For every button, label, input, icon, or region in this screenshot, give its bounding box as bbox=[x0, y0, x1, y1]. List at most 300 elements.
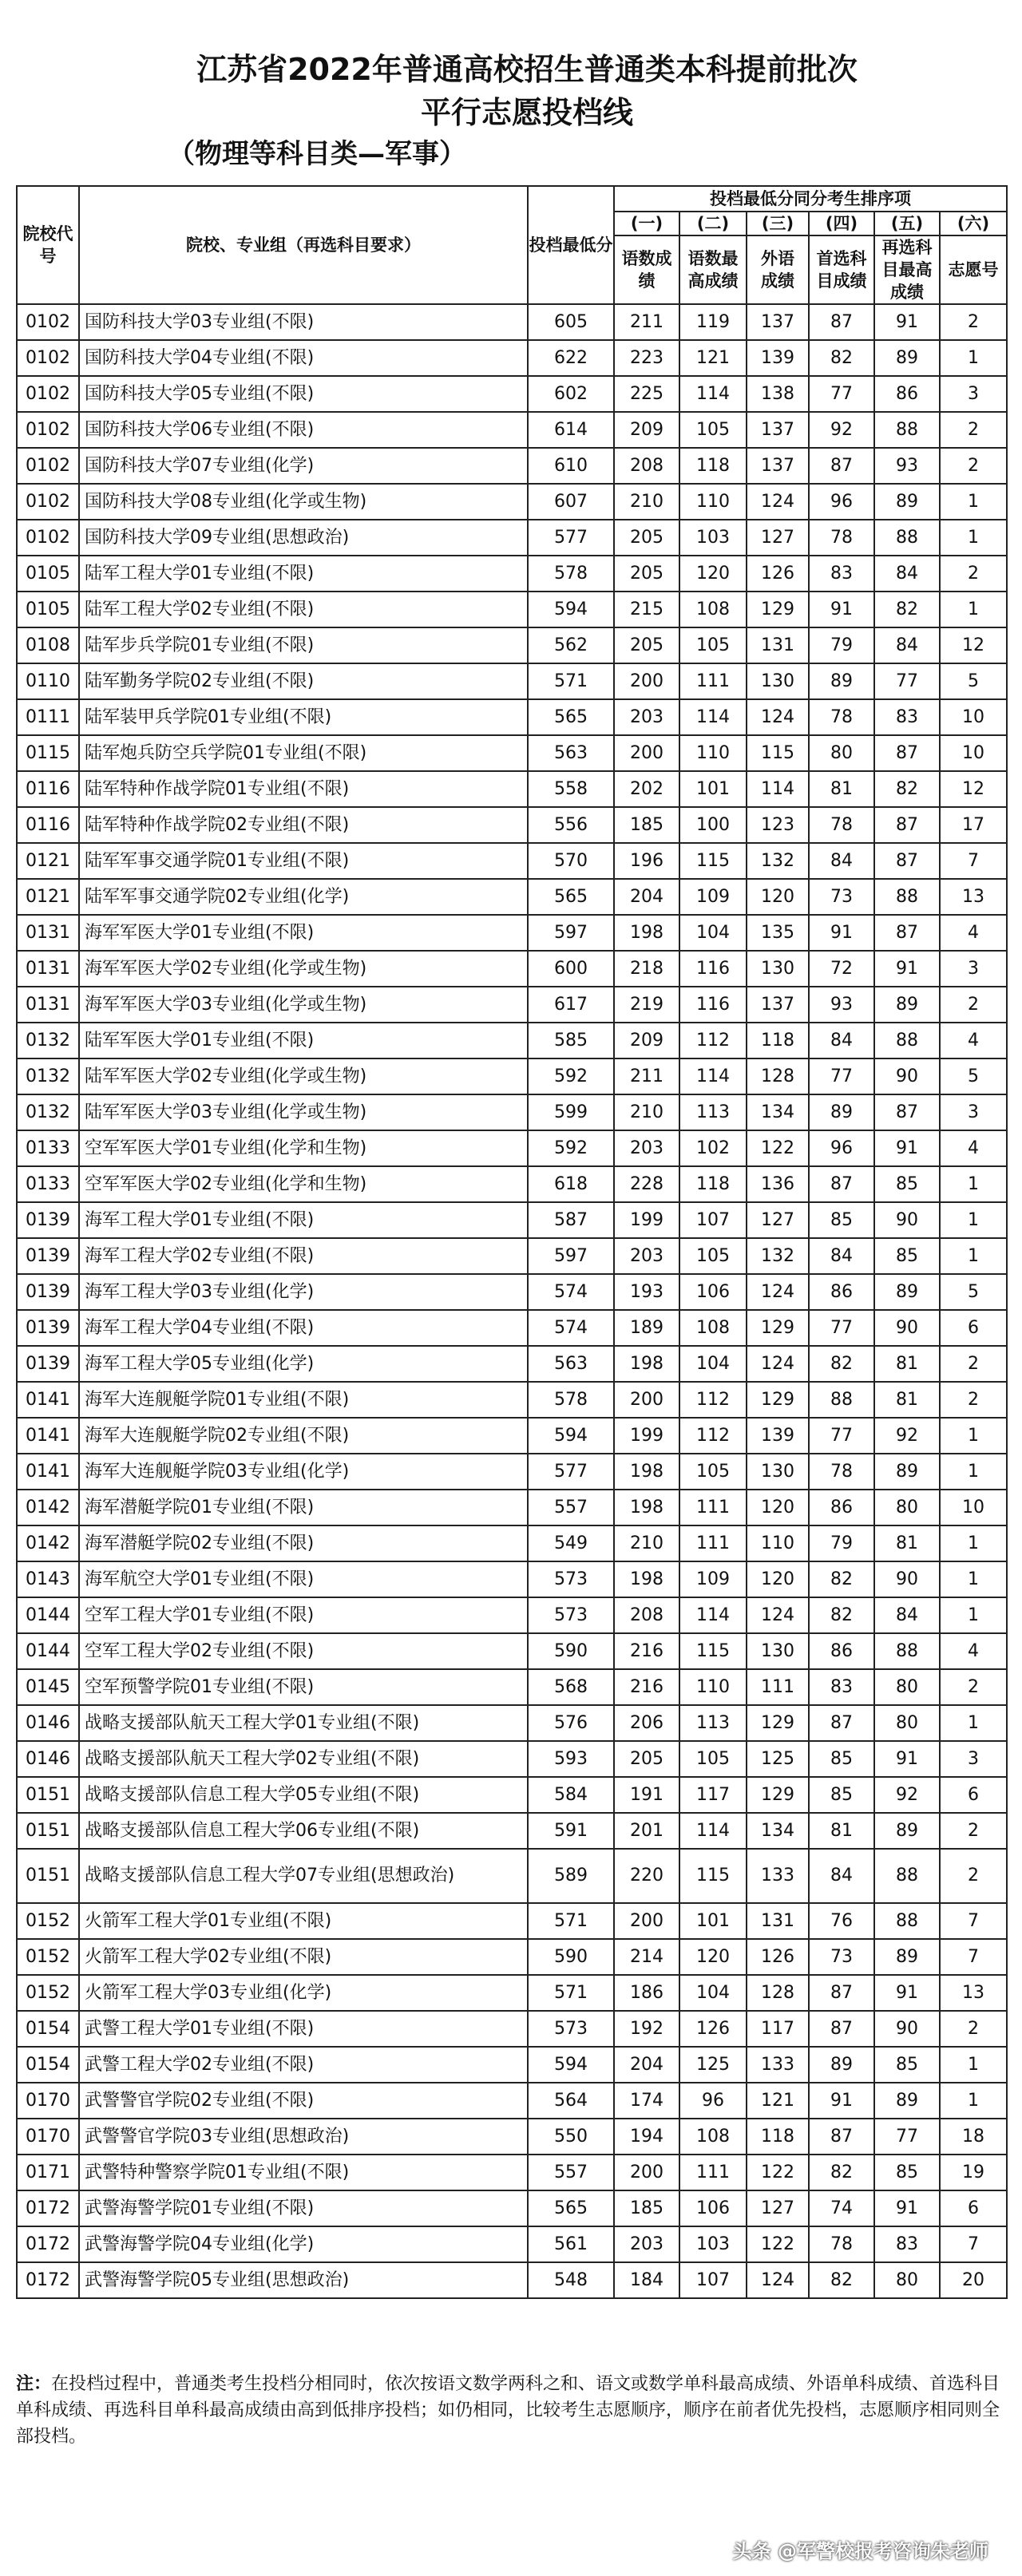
table-row bbox=[17, 1705, 1007, 1741]
cell-name: 陆军工程大学02专业组(不限) bbox=[79, 592, 528, 627]
cell-rank-value: 114 bbox=[679, 699, 747, 735]
cell-code: 0131 bbox=[17, 915, 79, 951]
cell-rank-value: 77 bbox=[809, 1058, 874, 1094]
cell-rank-value: 112 bbox=[679, 1418, 747, 1454]
cell-code: 0170 bbox=[17, 2119, 79, 2155]
cell-rank-value: 91 bbox=[874, 1975, 940, 2011]
cell-rank-value: 3 bbox=[940, 951, 1007, 987]
cell-code: 0151 bbox=[17, 1813, 79, 1849]
cell-rank-value: 118 bbox=[679, 448, 747, 484]
cell-score: 571 bbox=[528, 1903, 614, 1939]
table-row bbox=[17, 376, 1007, 412]
cell-name: 陆军步兵学院01专业组(不限) bbox=[79, 627, 528, 663]
cell-rank-value: 198 bbox=[614, 1346, 679, 1382]
cell-rank-value: 2 bbox=[940, 556, 1007, 592]
cell-code: 0144 bbox=[17, 1633, 79, 1669]
cell-code: 0152 bbox=[17, 1939, 79, 1975]
cell-rank-value: 5 bbox=[940, 1274, 1007, 1310]
cell-rank-value: 118 bbox=[679, 1166, 747, 1202]
cell-rank-value: 84 bbox=[809, 1023, 874, 1058]
cell-rank-value: 115 bbox=[747, 735, 809, 771]
cell-rank-value: 82 bbox=[809, 2262, 874, 2298]
cell-rank-value: 129 bbox=[747, 1777, 809, 1813]
cell-rank-value: 19 bbox=[940, 2155, 1007, 2190]
cell-rank-value: 174 bbox=[614, 2083, 679, 2119]
cell-rank-value: 81 bbox=[874, 1346, 940, 1382]
cell-rank-value: 87 bbox=[874, 843, 940, 879]
cell-rank-value: 137 bbox=[747, 987, 809, 1023]
cell-score: 607 bbox=[528, 484, 614, 520]
cell-score: 617 bbox=[528, 987, 614, 1023]
cell-rank-value: 78 bbox=[809, 699, 874, 735]
cell-rank-value: 117 bbox=[679, 1777, 747, 1813]
cell-rank-value: 96 bbox=[809, 484, 874, 520]
table-row bbox=[17, 1058, 1007, 1094]
cell-name: 陆军军医大学01专业组(不限) bbox=[79, 1023, 528, 1058]
cell-rank-value: 199 bbox=[614, 1418, 679, 1454]
header-sub-num: (五) bbox=[874, 212, 940, 235]
cell-rank-value: 115 bbox=[679, 1633, 747, 1669]
table-row bbox=[17, 1310, 1007, 1346]
cell-rank-value: 205 bbox=[614, 627, 679, 663]
cell-rank-value: 91 bbox=[874, 1741, 940, 1777]
cell-rank-value: 205 bbox=[614, 1741, 679, 1777]
cell-score: 599 bbox=[528, 1094, 614, 1130]
table-row bbox=[17, 951, 1007, 987]
cell-rank-value: 73 bbox=[809, 879, 874, 915]
header-sub-label: 再选科目最高成绩 bbox=[874, 235, 940, 304]
cell-rank-value: 83 bbox=[809, 556, 874, 592]
cell-rank-value: 218 bbox=[614, 951, 679, 987]
table-row bbox=[17, 1094, 1007, 1130]
cell-rank-value: 120 bbox=[747, 1490, 809, 1525]
cell-rank-value: 124 bbox=[747, 1274, 809, 1310]
table-row bbox=[17, 1490, 1007, 1525]
cell-rank-value: 120 bbox=[747, 1561, 809, 1597]
cell-score: 605 bbox=[528, 304, 614, 340]
cell-rank-value: 92 bbox=[809, 412, 874, 448]
cell-rank-value: 2 bbox=[940, 412, 1007, 448]
cell-rank-value: 89 bbox=[874, 987, 940, 1023]
cell-name: 战略支援部队航天工程大学01专业组(不限) bbox=[79, 1705, 528, 1741]
cell-rank-value: 80 bbox=[874, 2262, 940, 2298]
cell-rank-value: 130 bbox=[747, 1633, 809, 1669]
cell-rank-value: 121 bbox=[747, 2083, 809, 2119]
cell-rank-value: 139 bbox=[747, 1418, 809, 1454]
cell-rank-value: 122 bbox=[747, 2226, 809, 2262]
table-row bbox=[17, 807, 1007, 843]
cell-rank-value: 76 bbox=[809, 1903, 874, 1939]
cell-code: 0133 bbox=[17, 1130, 79, 1166]
cell-rank-value: 90 bbox=[874, 1202, 940, 1238]
cell-rank-value: 1 bbox=[940, 1561, 1007, 1597]
cell-rank-value: 111 bbox=[679, 1525, 747, 1561]
header-sub-num: (四) bbox=[809, 212, 874, 235]
cell-rank-value: 208 bbox=[614, 1597, 679, 1633]
cell-rank-value: 114 bbox=[679, 1058, 747, 1094]
cell-rank-value: 105 bbox=[679, 412, 747, 448]
cell-rank-value: 211 bbox=[614, 304, 679, 340]
cell-rank-value: 203 bbox=[614, 1130, 679, 1166]
table-row bbox=[17, 1166, 1007, 1202]
cell-score: 574 bbox=[528, 1310, 614, 1346]
cell-rank-value: 106 bbox=[679, 1274, 747, 1310]
cell-score: 577 bbox=[528, 1454, 614, 1490]
cell-rank-value: 104 bbox=[679, 1346, 747, 1382]
table-row bbox=[17, 771, 1007, 807]
cell-code: 0102 bbox=[17, 448, 79, 484]
cell-code: 0132 bbox=[17, 1023, 79, 1058]
cell-rank-value: 81 bbox=[809, 1813, 874, 1849]
cell-rank-value: 194 bbox=[614, 2119, 679, 2155]
cell-rank-value: 90 bbox=[874, 1310, 940, 1346]
cell-rank-value: 193 bbox=[614, 1274, 679, 1310]
cell-rank-value: 127 bbox=[747, 1202, 809, 1238]
cell-name: 武警工程大学02专业组(不限) bbox=[79, 2047, 528, 2083]
cell-rank-value: 215 bbox=[614, 592, 679, 627]
table-row bbox=[17, 1454, 1007, 1490]
cell-rank-value: 5 bbox=[940, 1058, 1007, 1094]
cell-rank-value: 2 bbox=[940, 1669, 1007, 1705]
cell-code: 0172 bbox=[17, 2262, 79, 2298]
cell-rank-value: 132 bbox=[747, 1238, 809, 1274]
cell-rank-value: 105 bbox=[679, 627, 747, 663]
table-row bbox=[17, 1813, 1007, 1849]
cell-code: 0146 bbox=[17, 1705, 79, 1741]
cell-rank-value: 209 bbox=[614, 1023, 679, 1058]
table-row bbox=[17, 915, 1007, 951]
cell-code: 0172 bbox=[17, 2190, 79, 2226]
cell-rank-value: 91 bbox=[874, 2190, 940, 2226]
cell-name: 海军工程大学03专业组(化学) bbox=[79, 1274, 528, 1310]
cell-rank-value: 130 bbox=[747, 1454, 809, 1490]
cell-rank-value: 5 bbox=[940, 663, 1007, 699]
cell-name: 武警海警学院01专业组(不限) bbox=[79, 2190, 528, 2226]
cell-rank-value: 133 bbox=[747, 1849, 809, 1903]
cell-rank-value: 129 bbox=[747, 1382, 809, 1418]
cell-rank-value: 1 bbox=[940, 340, 1007, 376]
cell-rank-value: 139 bbox=[747, 340, 809, 376]
cell-name: 海军潜艇学院02专业组(不限) bbox=[79, 1525, 528, 1561]
table-row bbox=[17, 1669, 1007, 1705]
cell-rank-value: 204 bbox=[614, 879, 679, 915]
cell-score: 562 bbox=[528, 627, 614, 663]
cell-code: 0154 bbox=[17, 2011, 79, 2047]
cell-name: 战略支援部队信息工程大学07专业组(思想政治) bbox=[79, 1849, 528, 1903]
cell-rank-value: 105 bbox=[679, 1741, 747, 1777]
cell-rank-value: 87 bbox=[809, 1975, 874, 2011]
cell-rank-value: 223 bbox=[614, 340, 679, 376]
header-sub-num: (六) bbox=[940, 212, 1007, 235]
cell-name: 海军大连舰艇学院01专业组(不限) bbox=[79, 1382, 528, 1418]
cell-score: 590 bbox=[528, 1939, 614, 1975]
cell-score: 592 bbox=[528, 1058, 614, 1094]
cell-score: 622 bbox=[528, 340, 614, 376]
cell-rank-value: 90 bbox=[874, 1561, 940, 1597]
table-row bbox=[17, 879, 1007, 915]
cell-rank-value: 1 bbox=[940, 520, 1007, 556]
document-page bbox=[16, 48, 1006, 2299]
header-sub-label: 外语成绩 bbox=[747, 235, 809, 304]
cell-rank-value: 2 bbox=[940, 1346, 1007, 1382]
cell-code: 0139 bbox=[17, 1202, 79, 1238]
cell-rank-value: 13 bbox=[940, 879, 1007, 915]
cell-rank-value: 96 bbox=[809, 1130, 874, 1166]
cell-score: 578 bbox=[528, 1382, 614, 1418]
cell-rank-value: 2 bbox=[940, 1813, 1007, 1849]
cell-code: 0139 bbox=[17, 1274, 79, 1310]
table-row bbox=[17, 484, 1007, 520]
table-row bbox=[17, 2047, 1007, 2083]
cell-rank-value: 87 bbox=[809, 448, 874, 484]
cell-rank-value: 201 bbox=[614, 1813, 679, 1849]
cell-rank-value: 10 bbox=[940, 699, 1007, 735]
cell-rank-value: 1 bbox=[940, 1597, 1007, 1633]
cell-code: 0102 bbox=[17, 484, 79, 520]
cell-rank-value: 1 bbox=[940, 1166, 1007, 1202]
cell-name: 陆军军事交通学院01专业组(不限) bbox=[79, 843, 528, 879]
cell-rank-value: 124 bbox=[747, 2262, 809, 2298]
cell-code: 0105 bbox=[17, 592, 79, 627]
cell-code: 0121 bbox=[17, 879, 79, 915]
table-row bbox=[17, 1903, 1007, 1939]
cell-rank-value: 111 bbox=[747, 1669, 809, 1705]
cell-score: 597 bbox=[528, 915, 614, 951]
cell-rank-value: 134 bbox=[747, 1094, 809, 1130]
cell-code: 0131 bbox=[17, 951, 79, 987]
cell-rank-value: 1 bbox=[940, 1202, 1007, 1238]
cell-rank-value: 6 bbox=[940, 2190, 1007, 2226]
cell-rank-value: 82 bbox=[809, 1561, 874, 1597]
cell-rank-value: 92 bbox=[874, 1777, 940, 1813]
cell-rank-value: 124 bbox=[747, 699, 809, 735]
cell-score: 590 bbox=[528, 1633, 614, 1669]
cell-rank-value: 4 bbox=[940, 1633, 1007, 1669]
cell-rank-value: 89 bbox=[809, 663, 874, 699]
table-row bbox=[17, 592, 1007, 627]
cell-rank-value: 1 bbox=[940, 1238, 1007, 1274]
cell-rank-value: 192 bbox=[614, 2011, 679, 2047]
cell-rank-value: 12 bbox=[940, 771, 1007, 807]
cell-code: 0143 bbox=[17, 1561, 79, 1597]
cell-score: 589 bbox=[528, 1849, 614, 1903]
cell-rank-value: 124 bbox=[747, 1597, 809, 1633]
cell-rank-value: 86 bbox=[809, 1490, 874, 1525]
cell-rank-value: 113 bbox=[679, 1705, 747, 1741]
cell-rank-value: 1 bbox=[940, 592, 1007, 627]
cell-score: 568 bbox=[528, 1669, 614, 1705]
cell-score: 592 bbox=[528, 1130, 614, 1166]
cell-rank-value: 89 bbox=[874, 340, 940, 376]
cell-code: 0131 bbox=[17, 987, 79, 1023]
cell-rank-value: 129 bbox=[747, 1310, 809, 1346]
cell-rank-value: 203 bbox=[614, 699, 679, 735]
cell-rank-value: 85 bbox=[874, 2047, 940, 2083]
cell-rank-value: 104 bbox=[679, 915, 747, 951]
cell-rank-value: 108 bbox=[679, 2119, 747, 2155]
cell-rank-value: 4 bbox=[940, 915, 1007, 951]
cell-rank-value: 90 bbox=[874, 2011, 940, 2047]
cell-rank-value: 88 bbox=[874, 1023, 940, 1058]
cell-name: 陆军炮兵防空兵学院01专业组(不限) bbox=[79, 735, 528, 771]
cell-code: 0115 bbox=[17, 735, 79, 771]
cell-score: 594 bbox=[528, 592, 614, 627]
cell-name: 陆军装甲兵学院01专业组(不限) bbox=[79, 699, 528, 735]
cell-rank-value: 133 bbox=[747, 2047, 809, 2083]
cell-rank-value: 114 bbox=[747, 771, 809, 807]
cell-rank-value: 87 bbox=[874, 1094, 940, 1130]
cell-rank-value: 112 bbox=[679, 1382, 747, 1418]
table-row bbox=[17, 412, 1007, 448]
cell-name: 火箭军工程大学03专业组(化学) bbox=[79, 1975, 528, 2011]
cell-rank-value: 125 bbox=[747, 1741, 809, 1777]
cell-rank-value: 20 bbox=[940, 2262, 1007, 2298]
cell-rank-value: 103 bbox=[679, 2226, 747, 2262]
header-group: 投档最低分同分考生排序项 bbox=[614, 186, 1007, 212]
cell-rank-value: 111 bbox=[679, 1490, 747, 1525]
table-row bbox=[17, 1597, 1007, 1633]
cell-rank-value: 91 bbox=[809, 2083, 874, 2119]
cell-score: 587 bbox=[528, 1202, 614, 1238]
cell-code: 0139 bbox=[17, 1346, 79, 1382]
cell-rank-value: 18 bbox=[940, 2119, 1007, 2155]
cell-rank-value: 216 bbox=[614, 1669, 679, 1705]
cell-rank-value: 89 bbox=[874, 1454, 940, 1490]
cell-name: 海军军医大学01专业组(不限) bbox=[79, 915, 528, 951]
cell-rank-value: 103 bbox=[679, 520, 747, 556]
cell-rank-value: 91 bbox=[809, 592, 874, 627]
cell-rank-value: 72 bbox=[809, 951, 874, 987]
cell-score: 564 bbox=[528, 2083, 614, 2119]
cell-rank-value: 123 bbox=[747, 807, 809, 843]
cell-rank-value: 2 bbox=[940, 448, 1007, 484]
header-sub-num: (一) bbox=[614, 212, 679, 235]
cell-rank-value: 2 bbox=[940, 2011, 1007, 2047]
cell-rank-value: 132 bbox=[747, 843, 809, 879]
cell-rank-value: 202 bbox=[614, 771, 679, 807]
cell-rank-value: 86 bbox=[809, 1274, 874, 1310]
cell-rank-value: 196 bbox=[614, 843, 679, 879]
cell-rank-value: 184 bbox=[614, 2262, 679, 2298]
table-row bbox=[17, 2155, 1007, 2190]
cell-rank-value: 116 bbox=[679, 987, 747, 1023]
cell-rank-value: 114 bbox=[679, 1813, 747, 1849]
table-row bbox=[17, 1939, 1007, 1975]
cell-rank-value: 198 bbox=[614, 1490, 679, 1525]
header-sub-num: (二) bbox=[679, 212, 747, 235]
cell-rank-value: 135 bbox=[747, 915, 809, 951]
cell-rank-value: 208 bbox=[614, 448, 679, 484]
cell-rank-value: 84 bbox=[809, 843, 874, 879]
cell-rank-value: 100 bbox=[679, 807, 747, 843]
cell-code: 0110 bbox=[17, 663, 79, 699]
cell-rank-value: 129 bbox=[747, 592, 809, 627]
cell-rank-value: 3 bbox=[940, 376, 1007, 412]
cell-rank-value: 89 bbox=[809, 1094, 874, 1130]
cell-rank-value: 85 bbox=[874, 2155, 940, 2190]
cell-rank-value: 82 bbox=[809, 1346, 874, 1382]
cell-rank-value: 114 bbox=[679, 1597, 747, 1633]
cell-rank-value: 137 bbox=[747, 412, 809, 448]
cell-name: 陆军工程大学01专业组(不限) bbox=[79, 556, 528, 592]
cell-rank-value: 1 bbox=[940, 484, 1007, 520]
cell-name: 海军工程大学04专业组(不限) bbox=[79, 1310, 528, 1346]
cell-rank-value: 7 bbox=[940, 843, 1007, 879]
cell-code: 0116 bbox=[17, 771, 79, 807]
score-table bbox=[16, 185, 1008, 2299]
cell-rank-value: 210 bbox=[614, 484, 679, 520]
cell-code: 0102 bbox=[17, 376, 79, 412]
table-row bbox=[17, 1849, 1007, 1903]
cell-code: 0151 bbox=[17, 1777, 79, 1813]
cell-rank-value: 209 bbox=[614, 412, 679, 448]
table-row bbox=[17, 1741, 1007, 1777]
cell-score: 561 bbox=[528, 2226, 614, 2262]
cell-name: 海军工程大学01专业组(不限) bbox=[79, 1202, 528, 1238]
cell-rank-value: 189 bbox=[614, 1310, 679, 1346]
title-line-2: 平行志愿投档线 bbox=[420, 95, 633, 130]
cell-rank-value: 84 bbox=[874, 627, 940, 663]
cell-rank-value: 88 bbox=[874, 879, 940, 915]
cell-rank-value: 96 bbox=[679, 2083, 747, 2119]
cell-rank-value: 124 bbox=[747, 484, 809, 520]
cell-score: 573 bbox=[528, 1597, 614, 1633]
cell-code: 0141 bbox=[17, 1454, 79, 1490]
cell-rank-value: 101 bbox=[679, 1903, 747, 1939]
cell-rank-value: 89 bbox=[874, 1274, 940, 1310]
table-row bbox=[17, 1633, 1007, 1669]
cell-name: 火箭军工程大学02专业组(不限) bbox=[79, 1939, 528, 1975]
cell-score: 556 bbox=[528, 807, 614, 843]
cell-rank-value: 4 bbox=[940, 1023, 1007, 1058]
table-row bbox=[17, 2119, 1007, 2155]
cell-score: 557 bbox=[528, 1490, 614, 1525]
footnote bbox=[16, 2371, 1006, 2450]
cell-rank-value: 80 bbox=[874, 1669, 940, 1705]
cell-name: 海军潜艇学院01专业组(不限) bbox=[79, 1490, 528, 1525]
cell-rank-value: 102 bbox=[679, 1130, 747, 1166]
cell-score: 576 bbox=[528, 1705, 614, 1741]
cell-rank-value: 87 bbox=[809, 1705, 874, 1741]
table-row bbox=[17, 2083, 1007, 2119]
cell-rank-value: 131 bbox=[747, 627, 809, 663]
cell-score: 602 bbox=[528, 376, 614, 412]
table-row bbox=[17, 1975, 1007, 2011]
cell-rank-value: 79 bbox=[809, 1525, 874, 1561]
cell-rank-value: 7 bbox=[940, 1939, 1007, 1975]
cell-name: 陆军军事交通学院02专业组(化学) bbox=[79, 879, 528, 915]
cell-rank-value: 2 bbox=[940, 987, 1007, 1023]
cell-rank-value: 118 bbox=[747, 1023, 809, 1058]
cell-rank-value: 88 bbox=[874, 520, 940, 556]
cell-score: 610 bbox=[528, 448, 614, 484]
cell-name: 国防科技大学05专业组(不限) bbox=[79, 376, 528, 412]
cell-rank-value: 17 bbox=[940, 807, 1007, 843]
cell-rank-value: 119 bbox=[679, 304, 747, 340]
cell-rank-value: 205 bbox=[614, 556, 679, 592]
cell-rank-value: 137 bbox=[747, 448, 809, 484]
cell-score: 594 bbox=[528, 1418, 614, 1454]
cell-rank-value: 77 bbox=[809, 376, 874, 412]
cell-rank-value: 7 bbox=[940, 1903, 1007, 1939]
cell-rank-value: 2 bbox=[940, 1382, 1007, 1418]
cell-rank-value: 198 bbox=[614, 915, 679, 951]
cell-rank-value: 1 bbox=[940, 1454, 1007, 1490]
cell-code: 0139 bbox=[17, 1310, 79, 1346]
cell-rank-value: 84 bbox=[874, 1597, 940, 1633]
cell-score: 573 bbox=[528, 1561, 614, 1597]
cell-code: 0116 bbox=[17, 807, 79, 843]
